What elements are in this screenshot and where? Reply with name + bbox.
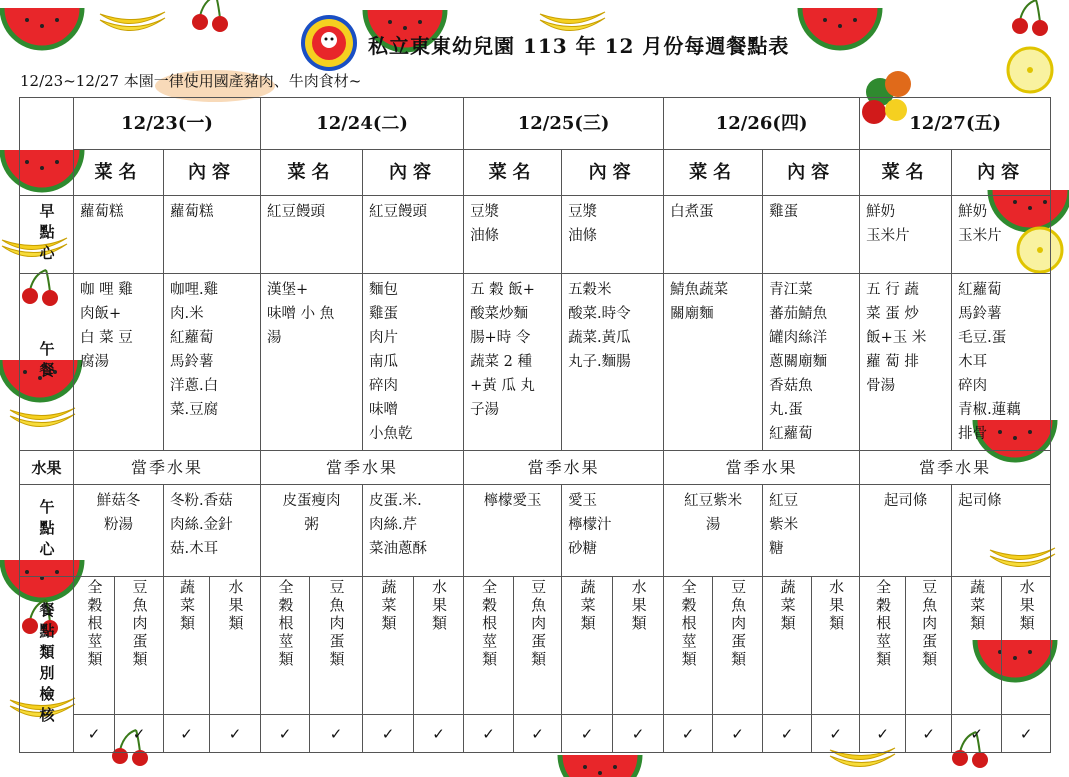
category-check-cell (115, 715, 164, 753)
row-label-fruit (20, 451, 74, 485)
afternoon-content-cell (164, 485, 261, 577)
fruit-text: 當季水果 (326, 457, 399, 477)
check-icon: ✓ (87, 724, 101, 743)
column-label-text: 菜名 (488, 161, 537, 183)
column-label-text: 內容 (389, 161, 438, 183)
category-check-cell (562, 715, 613, 753)
category-check-cell (952, 715, 1002, 753)
category-check-cell (261, 715, 310, 753)
category-label: 蔬菜類 (968, 579, 987, 633)
category-check-cell (860, 715, 906, 753)
day-header (74, 98, 261, 150)
lunch-dish-cell (74, 274, 164, 451)
category-label: 蔬菜類 (778, 579, 797, 633)
category-label: 豆魚肉蛋類 (529, 579, 548, 669)
lunch-dish: 漢堡+ 味噌 小 魚 湯 (267, 282, 335, 346)
category-cell (906, 577, 952, 715)
breakfast-content-cell (562, 196, 664, 274)
lunch-content: 青江菜 蕃茄鯖魚 罐肉絲洋 蔥關廟麵 香菇魚 丸.蛋 紅蘿蔔 (769, 282, 828, 442)
afternoon-dish-cell (74, 485, 164, 577)
row-label-afternoon (20, 485, 74, 577)
lunch-content: 咖哩.雞 肉.米 紅蘿蔔 馬鈴薯 洋蔥.白 菜.豆腐 (170, 282, 219, 418)
school-logo (300, 14, 358, 72)
check-icon: ✓ (381, 724, 395, 743)
category-label: 全穀根莖類 (480, 579, 499, 669)
breakfast-content: 鮮奶 玉米片 (958, 204, 1002, 244)
lunch-dish: 五 穀 飯+ 酸菜炒麵 腸+時 令 蔬菜 2 種 +黃 瓜 丸 子湯 (470, 282, 535, 418)
category-check-cell (414, 715, 464, 753)
breakfast-dish: 豆漿 油條 (470, 204, 500, 244)
column-label-text: 內容 (977, 161, 1026, 183)
banana-icon (540, 12, 605, 31)
column-label-text: 菜名 (287, 161, 336, 183)
row-label-text: 早點心 (37, 203, 56, 266)
check-icon: ✓ (132, 724, 146, 743)
category-cell (210, 577, 261, 715)
category-label: 豆魚肉蛋類 (729, 579, 748, 669)
category-cell (164, 577, 210, 715)
category-cell (763, 577, 812, 715)
lunch-dish: 五 行 蔬 菜 蛋 炒 飯+玉 米 蘿 蔔 排 骨湯 (866, 282, 927, 394)
column-label-text: 內容 (787, 161, 836, 183)
column-label-content (363, 150, 464, 196)
check-icon: ✓ (432, 724, 445, 743)
afternoon-content-cell (363, 485, 464, 577)
lunch-dish-cell (261, 274, 363, 451)
lemon-icon (1008, 48, 1052, 92)
breakfast-content-cell (164, 196, 261, 274)
check-icon: ✓ (1019, 724, 1033, 743)
afternoon-content-cell (562, 485, 664, 577)
column-label-text: 菜名 (94, 161, 143, 183)
afternoon-content: 冬粉.香菇 肉絲.金針 菇.木耳 (170, 493, 233, 557)
category-check-cell (713, 715, 763, 753)
column-label-content (164, 150, 261, 196)
column-label-text: 菜名 (689, 161, 738, 183)
category-label: 豆魚肉蛋類 (920, 579, 939, 669)
column-label-content (763, 150, 860, 196)
breakfast-content: 紅豆饅頭 (369, 204, 428, 220)
check-icon: ✓ (876, 724, 889, 743)
column-label-dish (74, 150, 164, 196)
afternoon-dish: 鮮菇冬 粉湯 (96, 493, 141, 533)
category-label: 豆魚肉蛋類 (130, 579, 149, 669)
column-label-text: 內容 (588, 161, 637, 183)
day-date: 12/26(四) (715, 112, 808, 134)
column-label-content (562, 150, 664, 196)
fruit-cell (74, 451, 261, 485)
check-icon: ✓ (731, 724, 744, 743)
watermelon-icon (560, 755, 640, 777)
lunch-content: 麵包 雞蛋 肉片 南瓜 碎肉 味噌 小魚乾 (369, 282, 413, 442)
breakfast-dish: 白煮蛋 (670, 204, 714, 220)
category-label: 蔬菜類 (178, 579, 196, 633)
column-label-dish (860, 150, 952, 196)
column-label-dish (464, 150, 562, 196)
row-label-text: 水果 (31, 458, 62, 477)
category-check-cell (906, 715, 952, 753)
day-header (464, 98, 664, 150)
row-label-text: 午點心 (37, 499, 56, 562)
check-icon: ✓ (970, 724, 983, 743)
category-check-cell (664, 715, 713, 753)
check-icon: ✓ (329, 724, 343, 743)
afternoon-dish-cell (664, 485, 763, 577)
category-cell (713, 577, 763, 715)
day-date: 12/24(二) (316, 112, 408, 134)
lunch-dish-cell (860, 274, 952, 451)
column-label-text: 菜名 (881, 161, 930, 183)
breakfast-content: 雞蛋 (769, 204, 799, 220)
category-cell (952, 577, 1002, 715)
breakfast-dish-cell (464, 196, 562, 274)
category-label: 豆魚肉蛋類 (327, 579, 346, 669)
row-label-breakfast (20, 196, 74, 274)
day-header (860, 98, 1051, 150)
category-check-cell (363, 715, 414, 753)
category-cell (860, 577, 906, 715)
day-header (261, 98, 464, 150)
lunch-dish: 咖 哩 雞 肉飯+ 白 菜 豆 腐湯 (80, 282, 133, 370)
afternoon-dish-cell (261, 485, 363, 577)
category-check-cell (812, 715, 860, 753)
afternoon-content: 皮蛋.米. 肉絲.芹 菜油蔥酥 (369, 493, 428, 557)
check-icon: ✓ (829, 724, 842, 743)
afternoon-dish: 皮蛋瘦肉 粥 (282, 493, 341, 533)
lunch-content: 紅蘿蔔 馬鈴薯 毛豆.蛋 木耳 碎肉 青椒.蓮藕 排骨 (958, 282, 1021, 442)
fruit-text: 當季水果 (919, 457, 992, 477)
lunch-dish: 鯖魚蔬菜 關廟麵 (670, 282, 729, 322)
cherry-icon (192, 0, 228, 32)
check-icon: ✓ (228, 724, 242, 743)
watermelon-icon (2, 8, 82, 48)
afternoon-dish: 檸檬愛玉 (483, 493, 542, 509)
breakfast-dish-cell (664, 196, 763, 274)
column-label-dish (664, 150, 763, 196)
column-label-dish (261, 150, 363, 196)
lunch-content-cell (164, 274, 261, 451)
fruit-cell (261, 451, 464, 485)
category-cell (514, 577, 562, 715)
check-icon: ✓ (180, 724, 193, 743)
lunch-dish-cell (664, 274, 763, 451)
afternoon-content-cell (952, 485, 1051, 577)
category-label: 水果類 (226, 579, 245, 633)
lunch-content-cell (363, 274, 464, 451)
category-check-cell (210, 715, 261, 753)
afternoon-content: 愛玉 檸檬汁 砂糖 (568, 493, 612, 557)
fruit-cell (860, 451, 1051, 485)
category-cell (1002, 577, 1051, 715)
breakfast-dish-cell (74, 196, 164, 274)
category-check-cell (464, 715, 514, 753)
row-label-text: 餐點類別檢核 (37, 601, 56, 728)
fruit-text: 當季水果 (725, 457, 798, 477)
weekly-menu-table (19, 97, 1051, 753)
lunch-content-cell (952, 274, 1051, 451)
watermelon-icon (800, 8, 880, 48)
page-title: 私立東東幼兒園 113 年 12 月份每週餐點表 (368, 34, 790, 58)
category-check-cell (74, 715, 115, 753)
category-cell (414, 577, 464, 715)
category-check-cell (310, 715, 363, 753)
category-check-cell (164, 715, 210, 753)
cherry-icon (1012, 0, 1048, 36)
category-cell (664, 577, 713, 715)
check-icon: ✓ (631, 724, 645, 743)
check-icon: ✓ (580, 724, 594, 743)
category-label: 全穀根莖類 (874, 579, 893, 669)
afternoon-dish-cell (860, 485, 952, 577)
day-date: 12/25(三) (517, 112, 610, 134)
afternoon-dish: 紅豆紫米 湯 (684, 493, 743, 533)
breakfast-content-cell (763, 196, 860, 274)
category-label: 蔬菜類 (578, 579, 597, 633)
category-label: 全穀根莖類 (85, 579, 104, 669)
category-label: 水果類 (1017, 579, 1036, 633)
day-header (664, 98, 860, 150)
breakfast-content: 豆漿 油條 (568, 204, 598, 244)
category-cell (74, 577, 115, 715)
category-cell (464, 577, 514, 715)
breakfast-content-cell (363, 196, 464, 274)
day-date: 12/23(一) (121, 112, 213, 134)
category-label: 水果類 (629, 579, 648, 633)
lunch-content-cell (562, 274, 664, 451)
check-icon: ✓ (780, 724, 794, 743)
afternoon-dish: 起司條 (883, 493, 928, 509)
breakfast-dish-cell (261, 196, 363, 274)
category-cell (115, 577, 164, 715)
column-label-content (952, 150, 1051, 196)
category-check-cell (1002, 715, 1051, 753)
category-cell (363, 577, 414, 715)
category-label: 蔬菜類 (379, 579, 398, 633)
breakfast-dish: 鮮奶 玉米片 (866, 204, 910, 244)
afternoon-content: 起司條 (958, 493, 1002, 509)
category-cell (562, 577, 613, 715)
breakfast-dish: 蘿蔔糕 (80, 204, 124, 220)
row-label-categories (20, 577, 74, 753)
lunch-dish-cell (464, 274, 562, 451)
banana-icon (100, 12, 165, 31)
check-icon: ✓ (278, 724, 292, 743)
fruit-text: 當季水果 (131, 457, 204, 477)
afternoon-content-cell (763, 485, 860, 577)
category-label: 全穀根莖類 (679, 579, 698, 669)
check-icon: ✓ (922, 724, 935, 743)
breakfast-dish: 紅豆饅頭 (267, 204, 326, 220)
category-check-cell (613, 715, 664, 753)
column-label-text: 內容 (188, 161, 237, 183)
category-cell (261, 577, 310, 715)
category-cell (613, 577, 664, 715)
fruit-cell (464, 451, 664, 485)
breakfast-content-cell (952, 196, 1051, 274)
corner-cell (20, 98, 74, 196)
row-label-lunch (20, 274, 74, 451)
check-icon: ✓ (482, 724, 495, 743)
category-label: 水果類 (827, 579, 846, 633)
afternoon-content: 紅豆 紫米 糖 (769, 493, 799, 557)
category-check-cell (514, 715, 562, 753)
day-date: 12/27(五) (909, 112, 1001, 134)
meat-origin-notice: 12/23~12/27 本園一律使用國產豬肉、牛肉食材~ (20, 72, 362, 90)
afternoon-dish-cell (464, 485, 562, 577)
fruit-cell (664, 451, 860, 485)
fruit-text: 當季水果 (527, 457, 600, 477)
check-icon: ✓ (531, 724, 544, 743)
breakfast-content: 蘿蔔糕 (170, 204, 214, 220)
category-check-cell (763, 715, 812, 753)
category-label: 全穀根莖類 (276, 579, 295, 669)
category-label: 水果類 (430, 579, 449, 633)
row-label-text: 午餐 (37, 341, 56, 383)
category-cell (812, 577, 860, 715)
category-cell (310, 577, 363, 715)
check-icon: ✓ (681, 724, 695, 743)
lunch-content: 五穀米 酸菜.時令 蔬菜.黃瓜 丸子.麵腸 (568, 282, 631, 370)
breakfast-dish-cell (860, 196, 952, 274)
lunch-content-cell (763, 274, 860, 451)
